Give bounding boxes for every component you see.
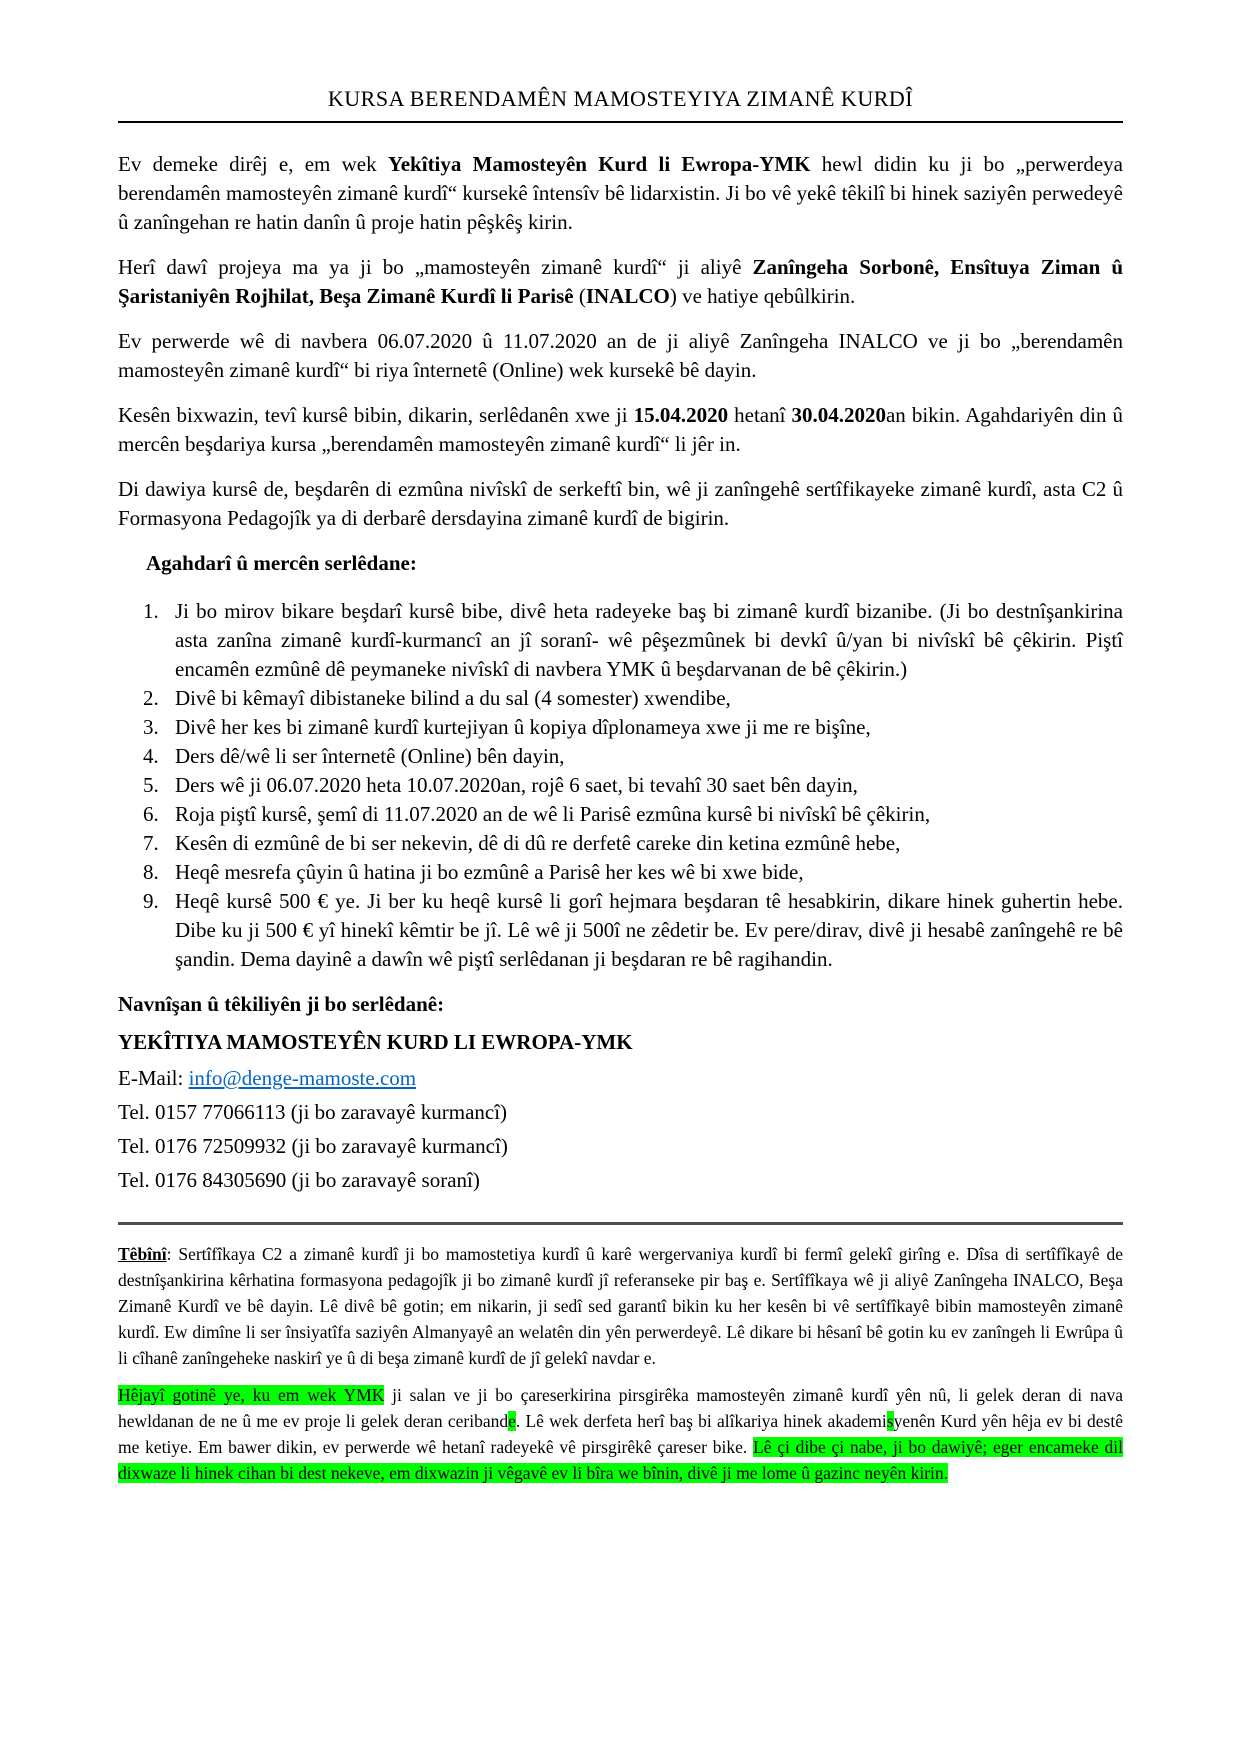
item-text: Ji bo mirov bikare beşdarî kursê bibe, divê heta radeyeke baş bi zimanê kurdî bizanibe. (Ji bo destnîşankirina asta zanîna zimanê kurdî-kurmancî an jî soranî- wê pêşezmûnek bi devkî û/yan bi nivîskî bê çêkirin. Piştî encamên ezmûnê dê peymaneke nivîskî di navbera YMK û beşdarvanan de bê çêkirin.) (175, 599, 1123, 681)
certificate-paragraph (118, 475, 1123, 533)
document-title: KURSA BERENDAMÊN MAMOSTEYIYA ZIMANÊ KURDÎ (327, 86, 914, 111)
text-segment: Hêjayî gotinê ye, ku em wek YMK (118, 1385, 385, 1405)
requirement-item-2 (118, 684, 1123, 713)
project-approval-paragraph (118, 253, 1123, 311)
contact-heading: Navnîşan û têkiliyên ji bo serlêdanê: (118, 992, 445, 1016)
item-text: Heqê mesrefa çûyin û hatina ji bo ezmûnê a Parisê her kes wê bi xwe bide, (175, 860, 804, 884)
email-line (118, 1064, 1123, 1092)
text-segment: 30.04.2020 (791, 403, 886, 427)
text-segment: 15.04.2020 (633, 403, 729, 427)
requirement-item-1 (118, 597, 1123, 684)
item-text: Roja piştî kursê, şemî di 11.07.2020 an de wê li Parisê ezmûna kursê bi nivîskî bê çêkirin, (175, 802, 931, 826)
title-divider (118, 121, 1123, 123)
phone-line-3: Tel. 0176 84305690 (ji bo zaravayê soranî) (118, 1168, 480, 1192)
item-number: 1. (143, 599, 159, 623)
requirements-list (118, 597, 1123, 974)
footnote-certificate-note (118, 1241, 1123, 1371)
email-label: E-Mail: (118, 1066, 189, 1090)
item-text: Ders wê ji 06.07.2020 heta 10.07.2020an, rojê 6 saet, bi tevahî 30 saet bên dayin, (175, 773, 858, 797)
text-segment: Ev perwerde wê di navbera 06.07.2020 û 11.07.2020 an de ji aliyê Zanîngeha INALCO ve ji bo „berendamên mamosteyên zimanê kurdî“ bi riya înternetê (Online) wek kursekê bê dayin. (118, 329, 1123, 382)
item-number: 7. (143, 831, 159, 855)
item-number: 5. (143, 773, 159, 797)
text-segment: Yekîtiya Mamosteyên Kurd li Ewropa-YMK (387, 152, 811, 176)
intro-paragraph (118, 150, 1123, 237)
text-segment: Zanîngeha Sorbonê, Ensîtuya Ziman û Şaristaniyên Rojhilat, Beşa Zimanê Kurdî li Parisê (118, 255, 1124, 308)
item-number: 4. (143, 744, 159, 768)
text-segment: s (886, 1411, 894, 1431)
organization-name: YEKÎTIYA MAMOSTEYÊN KURD LI EWROPA-YMK (118, 1030, 633, 1054)
item-number: 3. (143, 715, 159, 739)
text-segment: : Sertîfîkaya C2 a zimanê kurdî ji bo mamostetiya kurdî û karê wergervaniya kurdî bi fermî gelekî girîng e. Dîsa di sertîfîkayê de destnîşankirina kêrhatina formasyona pedagojîk ji bo zimanê kurdî jî referanseke pir baş e. Sertîfîkaya wê ji aliyê Zanîngeha INALCO, Beşa Zimanê Kurdî ve bê dayin. Lê divê bê gotin; em nikarin, ji sedî sed garantî bikin ku her kesên bi vê sertîfîkayê bibin mamosteyên zimanê kurdî. Ew dimîne li ser însiyatîfa saziyên Almanyayê an welatên din yên perwerdeyê. Lê dikare bi hêsanî bê gotin ku ev zanîngeh li Ewrûpa û li cîhanê zanîngeheke naskirî ye û di beşa zimanê kurdî de jî gelekî navdar e. (118, 1244, 1123, 1368)
text-segment: hetanî (728, 403, 792, 427)
text-segment: Kesên bixwazin, tevî kursê bibin, dikarin, serlêdanên xwe ji (118, 403, 634, 427)
text-segment: hewl didin ku ji bo „perwerdeya berendamên mamosteyên zimanê kurdî“ kursekê întensîv bê lidarxistin. Ji bo vê yekê têkilî bi hinek saziyên perwedeyê û zanîngehan re hatin danîn û proje hatin pêşkêş kirin. (118, 152, 1124, 234)
text-segment: Herî dawî projeya ma ya ji bo „mamosteyên zimanê kurdî“ ji aliyê (118, 255, 753, 279)
item-number: 9. (143, 889, 159, 913)
text-segment: . Lê wek derfeta herî baş bi alîkariya hinek akademi (515, 1411, 887, 1431)
item-number: 6. (143, 802, 159, 826)
item-text: Divê her kes bi zimanê kurdî kurtejiyan û kopiya dîplonameya xwe ji me re bişîne, (175, 715, 871, 739)
requirement-item-4 (118, 742, 1123, 771)
application-period-paragraph (118, 401, 1123, 459)
item-text: Divê bi kêmayî dibistaneke bilind a du sal (4 somester) xwendibe, (175, 686, 731, 710)
email-link[interactable]: info@denge-mamoste.com (188, 1066, 417, 1090)
text-segment: yenên Kurd yên hêja ev bi destê me ketiye. Em bawer dikin, ev perwerde wê hetanî radeyekê vê pirsgirêkê çareser bike. (118, 1411, 1123, 1457)
document-body (118, 150, 1123, 1194)
phone-line-1: Tel. 0157 77066113 (ji bo zaravayê kurmancî) (118, 1100, 508, 1124)
item-text: Kesên di ezmûnê de bi ser nekevin, dê di dû re derfetê careke din ketina ezmûnê hebe, (175, 831, 901, 855)
course-dates-paragraph (118, 327, 1123, 385)
text-segment: ( (573, 284, 586, 308)
text-segment: ) ve hatiye qebûlkirin. (669, 284, 856, 308)
text-segment: Lê çi dibe çi nabe, ji bo dawiyê; eger encameke dil dixwaze li hinek cihan bi dest nekeve, em dixwazin ji vêgavê ev li bîra we bînin, divê ji me lome û gazinc neyên kirin. (118, 1437, 1123, 1483)
text-segment: Ev demeke dirêj e, em wek (118, 152, 388, 176)
item-text: Heqê kursê 500 € ye. Ji ber ku heqê kursê li gorî hejmara beşdaran tê hesabkirin, dikare hinek guhertin hebe. Dibe ku ji 500 € yî hinekî kêmtir be jî. Lê wê ji 500î ne zêdetir be. Ev pere/dirav, divê ji hesabê zanîngehê re bê şandin. Dema dayinê a dawîn wê piştî serlêdanan ji beşdaran re bê ragihandin. (175, 889, 1123, 971)
item-number: 8. (143, 860, 159, 884)
text-segment: e (508, 1411, 516, 1431)
document-header (118, 86, 1123, 123)
requirement-item-8 (118, 858, 1123, 887)
phone-line-2: Tel. 0176 72509932 (ji bo zaravayê kurmancî) (118, 1134, 508, 1158)
requirement-item-3 (118, 713, 1123, 742)
text-segment: Di dawiya kursê de, beşdarên di ezmûna nivîskî de serkeftî bin, wê ji zanîngehê sertîfikayeke zimanê kurdî, asta C2 û Formasyona Pedagojîk ya di derbarê dersdayina zimanê kurdî de bigirin. (118, 477, 1123, 530)
item-number: 2. (143, 686, 159, 710)
text-segment: INALCO (585, 284, 670, 308)
requirement-item-6 (118, 800, 1123, 829)
requirement-item-9 (118, 887, 1123, 974)
requirements-heading: Agahdarî û mercên serlêdane: (146, 551, 417, 575)
text-segment: an bikin. Agahdariyên din û mercên beşdariya kursa „berendamên mamosteyên zimanê kurdî“ li jêr in. (118, 403, 1123, 456)
footnote-section (118, 1222, 1123, 1486)
text-segment: Têbînî (118, 1244, 167, 1264)
requirement-item-7 (118, 829, 1123, 858)
footnote-divider (118, 1222, 1123, 1225)
footnote-ymk-note (118, 1382, 1123, 1486)
text-segment: ji salan ve ji bo çareserkirina pirsgirêka mamosteyên zimanê kurdî yên nû, li gelek deran di nava hewldanan de ne û me ev proje li gelek deran ceriband (118, 1385, 1123, 1431)
item-text: Ders dê/wê li ser înternetê (Online) bên dayin, (175, 744, 565, 768)
requirement-item-5 (118, 771, 1123, 800)
